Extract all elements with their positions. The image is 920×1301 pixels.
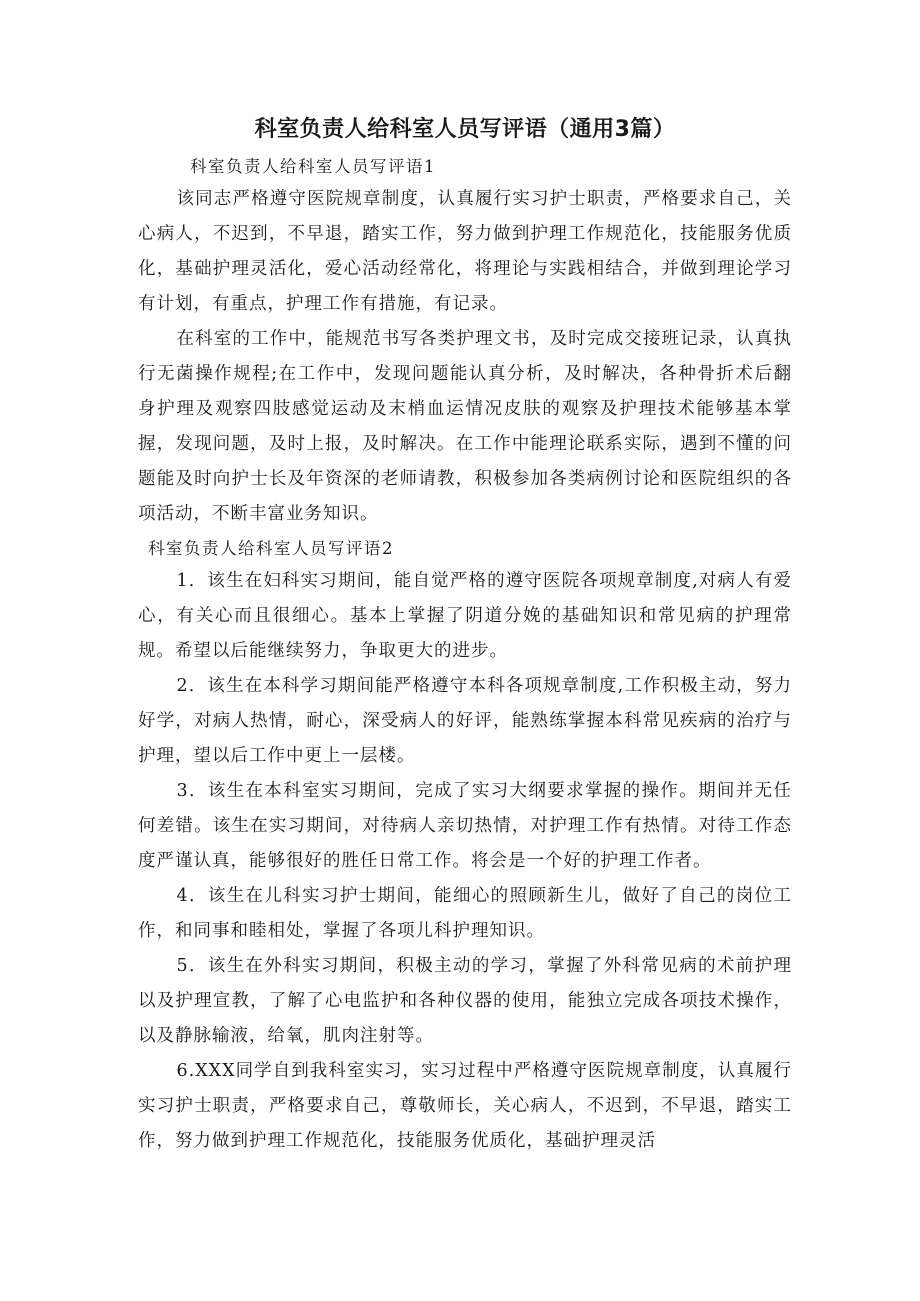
list-item: 1．该生在妇科实习期间，能自觉严格的遵守医院各项规章制度,对病人有爱心，有关心而且很细心。基本上掌握了阴道分娩的基础知识和常见病的护理常规。希望以后能继续努力，争取更大的进步。 [138, 571, 792, 661]
section-heading-1: 科室负责人给科室人员写评语1 [190, 157, 436, 176]
list-item: 2．该生在本科学习期间能严格遵守本科各项规章制度,工作积极主动，努力好学，对病人热情，耐心，深受病人的好评，能熟练掌握本科常见疾病的治疗与护理，望以后工作中更上一层楼。 [138, 676, 792, 766]
section-heading-2: 科室负责人给科室人员写评语2 [148, 539, 394, 558]
list-item: 5．该生在外科实习期间，积极主动的学习，掌握了外科常见病的术前护理以及护理宣教，了解了心电监护和各种仪器的使用，能独立完成各项技术操作，以及静脉输液，给氧，肌肉注射等。 [138, 956, 792, 1046]
document-page [138, 108, 792, 1159]
paragraph: 在科室的工作中，能规范书写各类护理文书，及时完成交接班记录，认真执行无菌操作规程;在工作中，发现问题能认真分析，及时解决，各种骨折术后翻身护理及观察四肢感觉运动及末梢血运情况皮肤的观察及护理技术能够基本掌握，发现问题，及时上报，及时解决。在工作中能理论联系实际，遇到不懂的问题能及时向护士长及年资深的老师请教，积极参加各类病例讨论和医院组织的各项活动，不断丰富业务知识。 [138, 329, 792, 524]
document-title: 科室负责人给科室人员写评语（通用3篇） [254, 117, 676, 142]
list-item: 4．该生在儿科实习护士期间，能细心的照顾新生儿，做好了自己的岗位工作，和同事和睦相处，掌握了各项儿科护理知识。 [138, 886, 792, 941]
list-item: 3．该生在本科室实习期间，完成了实习大纲要求掌握的操作。期间并无任何差错。该生在实习期间，对待病人亲切热情，对护理工作有热情。对待工作态度严谨认真，能够很好的胜任日常工作。将会是一个好的护理工作者。 [138, 781, 792, 871]
list-item: 6.XXX同学自到我科室实习，实习过程中严格遵守医院规章制度，认真履行实习护士职责，严格要求自己，尊敬师长，关心病人，不迟到，不早退，踏实工作，努力做到护理工作规范化，技能服务优质化，基础护理灵活 [138, 1061, 792, 1151]
paragraph: 该同志严格遵守医院规章制度，认真履行实习护士职责，严格要求自己，关心病人，不迟到，不早退，踏实工作，努力做到护理工作规范化，技能服务优质化，基础护理灵活化，爱心活动经常化，将理论与实践相结合，并做到理论学习有计划，有重点，护理工作有措施，有记录。 [138, 189, 792, 314]
